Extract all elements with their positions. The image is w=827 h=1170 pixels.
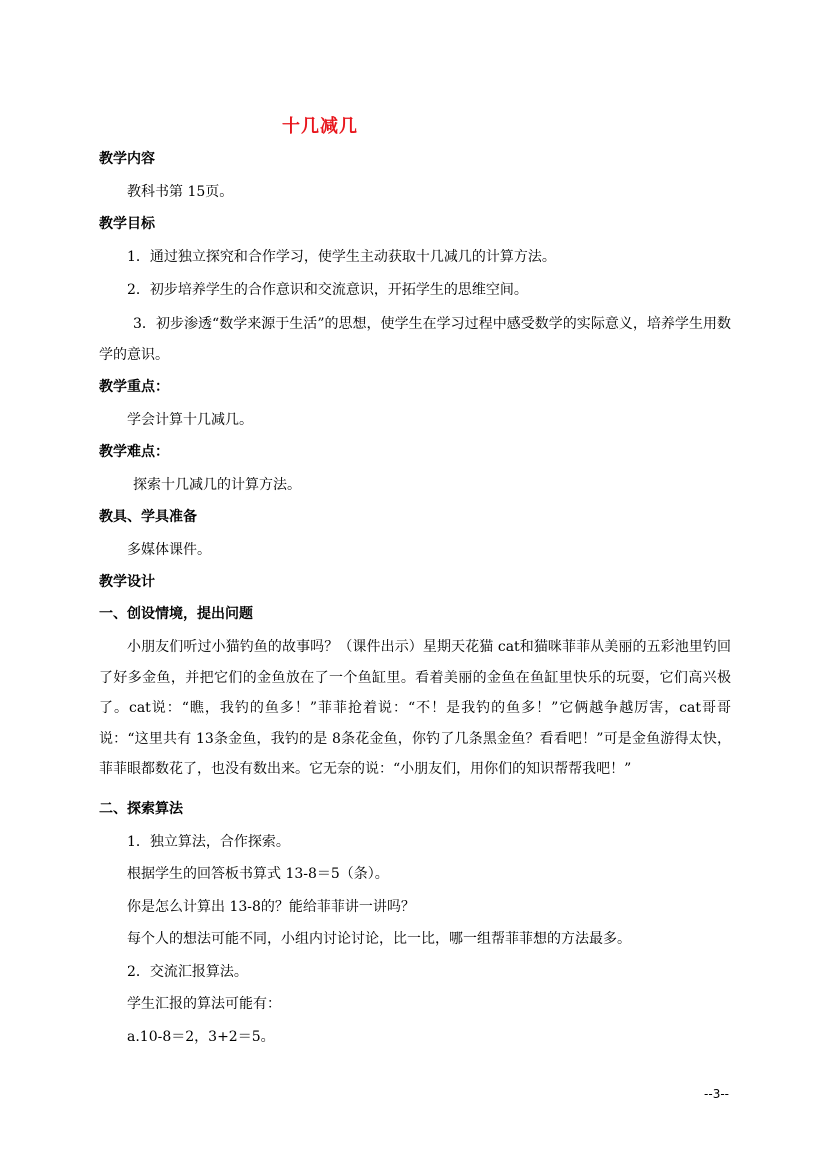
heading-difficulty: 教学难点： [99, 444, 169, 460]
content-text: 教科书第 15页。 [127, 184, 234, 200]
document-title: 十几减几 [282, 116, 358, 137]
part-2-line-5: 2．交流汇报算法。 [127, 964, 248, 980]
difficulty-text: 探索十几减几的计算方法。 [133, 477, 301, 493]
goal-3: 3．初步渗透“数学来源于生活”的思想，使学生在学习过程中感受数学的实际意义，培养学生用数学的意识。 [99, 316, 731, 363]
page-number: --3-- [704, 1087, 729, 1101]
part-1-paragraph: 小朋友们听过小猫钓鱼的故事吗？（课件出示）星期天花猫 cat和猫咪菲菲从美丽的五彩池里钓回了好多金鱼，并把它们的金鱼放在了一个鱼缸里。看着美丽的金鱼在鱼缸里快乐的玩耍，它们高兴极了。cat说：“瞧，我钓的鱼多！”菲菲抢着说：“不！是我钓的鱼多！”它俩越争越厉害，cat哥哥说：“这里共有 13条金鱼，我钓的是 8条花金鱼，你钓了几条黑金鱼？看看吧！”可是金鱼游得太快，菲菲眼都数花了，也没有数出来。它无奈的说：“小朋友们，用你们的知识帮帮我吧！” [99, 639, 731, 777]
heading-key-point: 教学重点： [99, 379, 169, 395]
heading-tools: 教具、学具准备 [99, 509, 197, 525]
heading-part-2: 二、探索算法 [99, 801, 183, 817]
key-point-text: 学会计算十几减几。 [127, 412, 253, 428]
goal-1: 1．通过独立探究和合作学习，使学生主动获取十几减几的计算方法。 [127, 249, 556, 265]
part-2-line-4: 每个人的想法可能不同，小组内讨论讨论，比一比，哪一组帮菲菲想的方法最多。 [127, 931, 631, 947]
part-2-line-7: a.10-8＝2，3+2＝5。 [127, 1029, 275, 1045]
part-2-line-6: 学生汇报的算法可能有： [127, 996, 281, 1012]
heading-content: 教学内容 [99, 151, 155, 167]
part-2-line-3: 你是怎么计算出 13-8的？能给菲菲讲一讲吗？ [127, 899, 415, 915]
tools-text: 多媒体课件。 [127, 542, 211, 558]
goal-2: 2．初步培养学生的合作意识和交流意识，开拓学生的思维空间。 [127, 282, 528, 298]
part-2-line-1: 1．独立算法，合作探索。 [127, 834, 290, 850]
heading-part-1: 一、创设情境，提出问题 [99, 606, 253, 622]
heading-design: 教学设计 [99, 574, 155, 590]
part-2-line-2: 根据学生的回答板书算式 13-8＝5（条）。 [127, 866, 389, 882]
heading-goals: 教学目标 [99, 216, 155, 232]
